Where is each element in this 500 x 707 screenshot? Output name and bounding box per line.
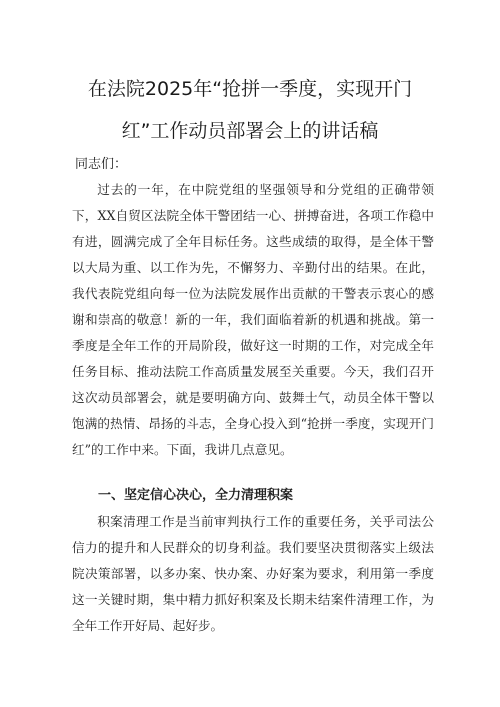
document-title-line-2: 红”工作动员部署会上的讲话稿 [121,120,379,142]
salutation: 同志们： [75,157,128,172]
body-paragraph-1: 过去的一年，在中院党组的坚强领导和分党组的正确带领下，XX自贸区法院全体干警团结一心、拼搏奋进，各项工作稳中有进，圆满完成了全年目标任务。这些成绩的取得，是全体干警以大局为重、以工作为先，不懈努力、辛勤付出的结果。在此，我代表院党组向每一位为法院发展作出贡献的干警表示衷心的感谢和崇高的敬意！新的一年，我们面临着新的机遇和挑战。第一季度是全年工作的开局阶段，做好这一时期的工作，对完成全年任务目标、推动法院工作高质量发展至关重要。今天，我们召开这次动员部署会，就是要明确方向、鼓舞士气，动员全体干警以饱满的热情、昂扬的斗志，全身心投入到“抢拼一季度，实现开门红”的工作中来。下面，我讲几点意见。 [72,182,434,457]
document-title-line-1: 在法院2025年“抢拼一季度，实现开门 [87,78,413,100]
section-heading-1: 一、坚定信心决心，全力清理积案 [98,488,294,503]
body-paragraph-2: 积案清理工作是当前审判执行工作的重要任务，关乎司法公信力的提升和人民群众的切身利益。我们要坚决贯彻落实上级法院决策部署，以多办案、快办案、办好案为要求，利用第一季度这一关键时期，集中精力抓好积案及长期未结案件清理工作，为全年工作开好局、起好步。 [72,514,434,633]
